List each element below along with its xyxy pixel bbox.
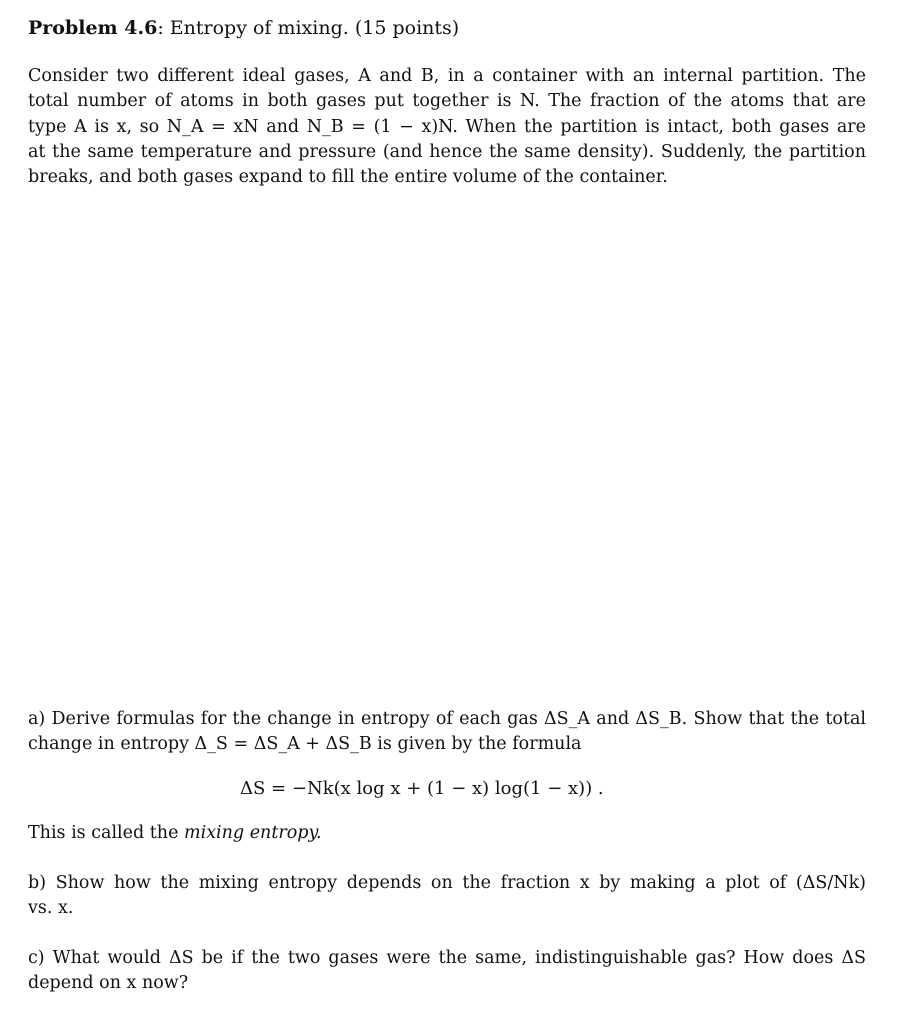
mixing-entropy-equation: ΔS = −Nk(x log x + (1 − x) log(1 − x)) .: [240, 778, 604, 799]
problem-title: : Entropy of mixing. (15 points): [157, 17, 460, 39]
intro-line-1: Consider two different ideal gases, A and B, in a container with an internal partition. The: [28, 66, 866, 86]
mixing-note-prefix: This is called the: [28, 823, 184, 843]
part-a-paragraph: [28, 707, 866, 758]
problem-heading: [28, 14, 459, 42]
part-c-line-2: depend on x now?: [28, 973, 189, 994]
intro-line-2: total number of atoms in both gases put together is N. The fraction of the atoms that are: [28, 91, 866, 112]
part-b-paragraph: [28, 871, 866, 922]
part-b-line-2: vs. x.: [28, 898, 74, 919]
intro-line-3: type A is x, so N_A = xN and N_B = (1 − x)N. When the partition is intact, both gases are: [28, 116, 866, 137]
part-a-line-1: a) Derive formulas for the change in entropy of each gas ΔS_A and ΔS_B. Show that the total: [28, 709, 866, 729]
mixing-note-term: mixing entropy.: [184, 823, 322, 843]
mixing-entropy-note: [28, 820, 322, 846]
part-c-line-1: c) What would ΔS be if the two gases were the same, indistinguishable gas? How does ΔS: [28, 948, 866, 968]
intro-line-4: at the same temperature and pressure (and hence the same density). Suddenly, the partition: [28, 141, 866, 162]
part-c-paragraph: [28, 946, 866, 997]
part-a-line-2: change in entropy Δ_S = ΔS_A + ΔS_B is given by the formula: [28, 734, 582, 755]
problem-label: Problem 4.6: [28, 17, 158, 39]
intro-line-5: breaks, and both gases expand to fill the entire volume of the container.: [28, 167, 668, 188]
intro-paragraph: [28, 64, 866, 190]
part-b-line-1: b) Show how the mixing entropy depends on the fraction x by making a plot of (ΔS/Nk): [28, 873, 866, 893]
